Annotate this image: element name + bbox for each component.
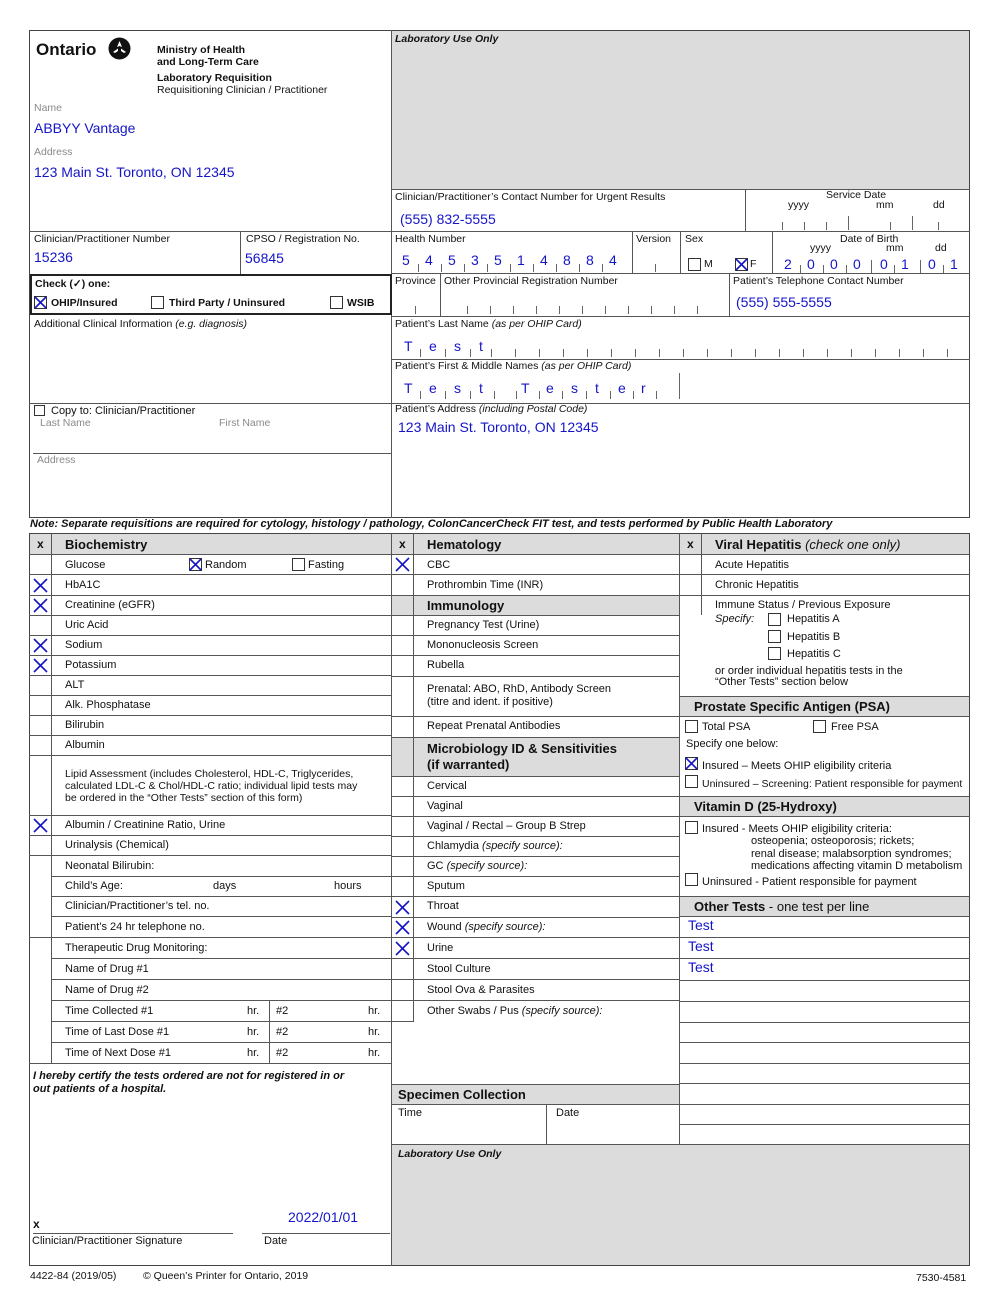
signature-field[interactable] — [43, 1180, 233, 1232]
x-mark-icon — [33, 295, 48, 310]
other-swabs-x-cell[interactable] — [392, 1001, 413, 1021]
form-subtitle: Requisitioning Clinician / Practitioner — [157, 84, 328, 96]
stool-ova-x-cell[interactable] — [392, 980, 413, 1000]
bilirubin-x-cell[interactable] — [30, 716, 51, 735]
clinician-name-field[interactable]: ABBYY Vantage — [34, 120, 136, 136]
x-mark-icon — [395, 557, 410, 572]
hepatitis-a-checkbox[interactable] — [768, 613, 781, 626]
acr-x-cell[interactable] — [30, 816, 51, 835]
other-test-line-2[interactable]: Test — [688, 938, 714, 954]
sodium-x-cell[interactable] — [30, 636, 51, 655]
requisition-note: Note: Separate requisitions are required for cytology, histology / pathology, ColonCancerCheck FIT test, and tests performed by Public Health Laboratory — [30, 518, 833, 530]
creatinine-x-cell[interactable] — [30, 596, 51, 615]
cpso-number-field[interactable]: 56845 — [245, 250, 284, 266]
mono-x-cell[interactable] — [392, 636, 413, 655]
patient-first-name-field[interactable]: T e s t T e s t e r — [398, 379, 968, 399]
hematology-heading: Hematology — [427, 537, 502, 552]
date-of-birth-field[interactable]: 2 0 0 0 0 1 0 1 — [784, 256, 958, 272]
other-tests-heading: Other Tests - one test per line — [694, 899, 870, 914]
wsib-checkbox[interactable] — [330, 296, 343, 309]
urinalysis-x-cell[interactable] — [30, 836, 51, 855]
patient-phone-field[interactable]: (555) 555-5555 — [736, 294, 832, 310]
tdm-x-cell[interactable] — [30, 938, 51, 958]
immune-status-x-cell[interactable] — [680, 596, 701, 615]
service-date-field[interactable] — [760, 213, 965, 230]
uric-acid-x-cell[interactable] — [30, 616, 51, 635]
other-test-line-1[interactable]: Test — [688, 917, 714, 933]
wound-x-cell[interactable] — [392, 918, 413, 937]
copy-to-name-field[interactable] — [34, 430, 388, 452]
cbc-x-cell[interactable] — [392, 555, 413, 574]
other-swabs-field[interactable] — [420, 1022, 676, 1082]
lab-use-only-label: Laboratory Use Only — [395, 33, 499, 45]
ontario-logo-text: Ontario — [36, 40, 97, 59]
copyright: © Queen’s Printer for Ontario, 2019 — [143, 1270, 309, 1282]
third-party-checkbox[interactable] — [151, 296, 164, 309]
other-test-line-9[interactable] — [681, 1084, 969, 1103]
gc-x-cell[interactable] — [392, 857, 413, 876]
health-number-field[interactable]: 5 4 5 3 5 1 4 8 8 4 — [398, 250, 630, 272]
copy-to-address-field[interactable] — [34, 468, 388, 514]
form-code: 7530-4581 — [916, 1272, 967, 1284]
psa-heading: Prostate Specific Antigen (PSA) — [694, 699, 890, 714]
other-test-line-8[interactable] — [681, 1064, 969, 1083]
hepatitis-c-checkbox[interactable] — [768, 647, 781, 660]
form-title: Laboratory Requisition — [157, 72, 272, 84]
gbs-x-cell[interactable] — [392, 817, 413, 836]
x-mark-icon — [395, 920, 410, 935]
other-test-line-4[interactable] — [681, 981, 969, 1000]
x-mark-icon — [395, 941, 410, 956]
chronic-hep-x-cell[interactable] — [680, 575, 701, 595]
lipid-x-cell[interactable] — [30, 756, 51, 815]
clinician-address-field[interactable]: 123 Main St. Toronto, ON 12345 — [34, 164, 235, 180]
total-psa-checkbox[interactable] — [685, 720, 698, 733]
x-mark-icon — [734, 257, 749, 272]
hba1c-x-cell[interactable] — [30, 575, 51, 595]
other-test-line-10[interactable] — [681, 1105, 969, 1123]
trillium-icon — [108, 37, 131, 60]
glucose-x-cell[interactable] — [30, 555, 51, 575]
alk-phosphatase-x-cell[interactable] — [30, 696, 51, 715]
prenatal-x-cell[interactable] — [392, 677, 413, 715]
repeat-prenatal-x-cell[interactable] — [392, 717, 413, 736]
other-test-line-3[interactable]: Test — [688, 959, 714, 975]
other-registration-field[interactable] — [444, 300, 728, 314]
chlamydia-x-cell[interactable] — [392, 837, 413, 856]
specimen-collection-heading: Specimen Collection — [398, 1087, 526, 1102]
sputum-x-cell[interactable] — [392, 877, 413, 896]
specimen-date-field[interactable] — [550, 1120, 676, 1142]
x-mark-icon — [33, 658, 48, 673]
specimen-time-field[interactable] — [394, 1120, 542, 1142]
psa-uninsured-checkbox[interactable] — [685, 775, 698, 788]
x-mark-icon — [684, 756, 699, 771]
albumin-x-cell[interactable] — [30, 736, 51, 755]
potassium-x-cell[interactable] — [30, 656, 51, 675]
other-test-line-6[interactable] — [681, 1023, 969, 1042]
vitd-uninsured-checkbox[interactable] — [685, 873, 698, 886]
vitd-insured-checkbox[interactable] — [685, 821, 698, 834]
free-psa-checkbox[interactable] — [813, 720, 826, 733]
clinician-number-field[interactable]: 15236 — [34, 249, 73, 265]
version-field[interactable] — [636, 262, 676, 272]
urine-x-cell[interactable] — [392, 938, 413, 958]
urgent-contact-field[interactable]: (555) 832-5555 — [400, 211, 496, 227]
hepatitis-b-checkbox[interactable] — [768, 630, 781, 643]
province-field[interactable] — [395, 300, 435, 314]
inr-x-cell[interactable] — [392, 575, 413, 595]
rubella-x-cell[interactable] — [392, 656, 413, 675]
viral-hepatitis-heading: Viral Hepatitis (check one only) — [715, 537, 901, 552]
other-test-line-7[interactable] — [681, 1043, 969, 1062]
biochemistry-heading: Biochemistry — [65, 537, 148, 552]
copy-to-checkbox[interactable] — [34, 405, 45, 416]
x-mark-icon — [188, 557, 203, 572]
x-mark-icon — [33, 818, 48, 833]
other-test-line-5[interactable] — [681, 1002, 969, 1021]
patient-last-name-field[interactable]: T e s t — [398, 337, 968, 357]
x-mark-icon — [395, 900, 410, 915]
neonatal-x-cell[interactable] — [30, 856, 51, 875]
other-test-line-11[interactable] — [681, 1125, 969, 1143]
pregnancy-x-cell[interactable] — [392, 616, 413, 635]
form-number: 4422-84 (2019/05) — [30, 1270, 117, 1282]
acute-hep-x-cell[interactable] — [680, 555, 701, 574]
cervical-x-cell[interactable] — [392, 777, 413, 796]
patient-address-field[interactable]: 123 Main St. Toronto, ON 12345 — [398, 419, 599, 435]
signature-date-field[interactable]: 2022/01/01 — [288, 1209, 359, 1225]
microbiology-heading: Microbiology ID & Sensitivities — [427, 741, 617, 756]
alt-x-cell[interactable] — [30, 676, 51, 695]
sex-m-checkbox[interactable] — [688, 258, 701, 271]
immunology-heading: Immunology — [427, 598, 505, 613]
x-mark-icon — [33, 578, 48, 593]
clinical-info-field[interactable] — [34, 333, 388, 403]
vaginal-x-cell[interactable] — [392, 797, 413, 816]
vitamin-d-heading: Vitamin D (25-Hydroxy) — [694, 799, 837, 814]
x-mark-icon — [33, 638, 48, 653]
stool-culture-x-cell[interactable] — [392, 959, 413, 979]
throat-x-cell[interactable] — [392, 897, 413, 917]
x-mark-icon — [33, 598, 48, 613]
glucose-fasting-checkbox[interactable] — [292, 558, 305, 571]
